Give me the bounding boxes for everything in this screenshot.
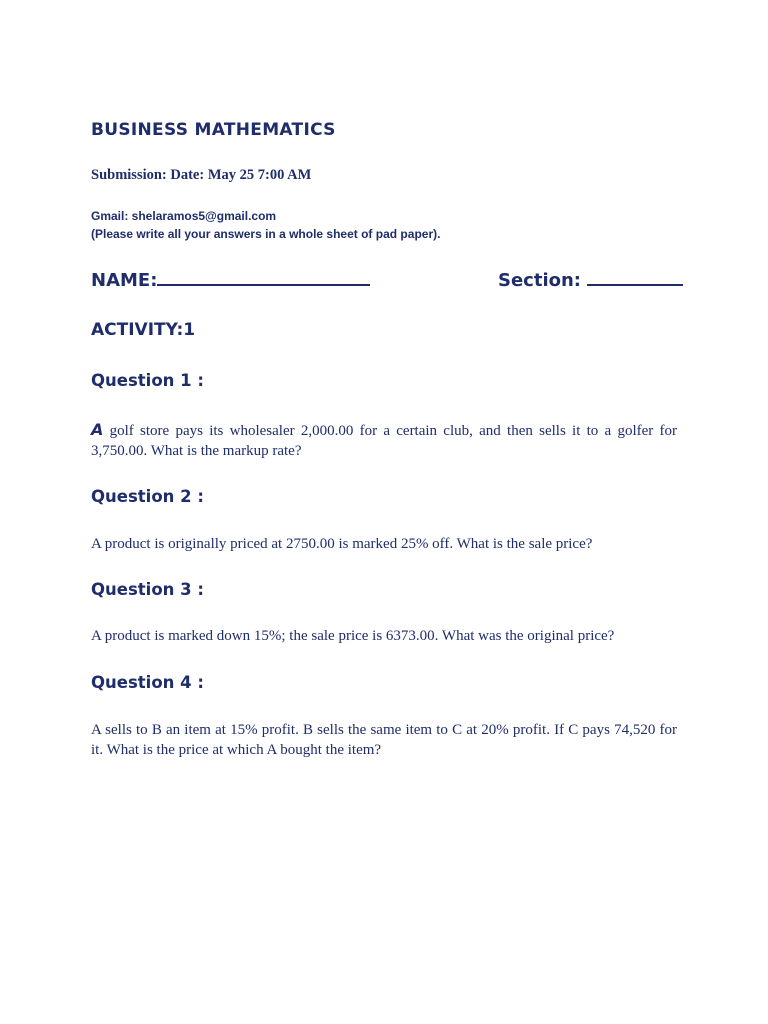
question-2-heading: Question 2 : bbox=[91, 487, 204, 506]
document-title: BUSINESS MATHEMATICS bbox=[91, 120, 336, 140]
question-1-body: golf store pays its wholesaler 2,000.00 for a certain club, and then sells it to a golfer for 3,750.00. What is the markup rate? bbox=[91, 423, 677, 459]
name-blank-line bbox=[157, 268, 370, 286]
activity-heading: ACTIVITY:1 bbox=[91, 320, 196, 340]
instruction-note: (Please write all your answers in a whole sheet of pad paper). bbox=[91, 227, 441, 241]
name-label: NAME: bbox=[91, 270, 158, 291]
question-1-heading: Question 1 : bbox=[91, 371, 204, 390]
submission-date: Submission: Date: May 25 7:00 AM bbox=[91, 167, 312, 183]
section-label: Section: bbox=[498, 270, 588, 291]
section-blank-line bbox=[587, 268, 683, 286]
gmail-line: Gmail: shelaramos5@gmail.com bbox=[91, 209, 277, 223]
section-field bbox=[498, 268, 683, 291]
question-3-text: A product is marked down 15%; the sale price is 6373.00. What was the original price? bbox=[91, 628, 615, 644]
question-1-lead-letter: A bbox=[91, 420, 104, 439]
name-field bbox=[91, 268, 370, 291]
question-4-text: A sells to B an item at 15% profit. B sells the same item to C at 20% profit. If C pays 74,520 for it. What is the price at which A bought the item? bbox=[91, 722, 677, 758]
question-4-heading: Question 4 : bbox=[91, 673, 204, 692]
question-2-text: A product is originally priced at 2750.00 is marked 25% off. What is the sale price? bbox=[91, 536, 593, 552]
question-3-heading: Question 3 : bbox=[91, 580, 204, 599]
question-1-text bbox=[91, 420, 677, 461]
